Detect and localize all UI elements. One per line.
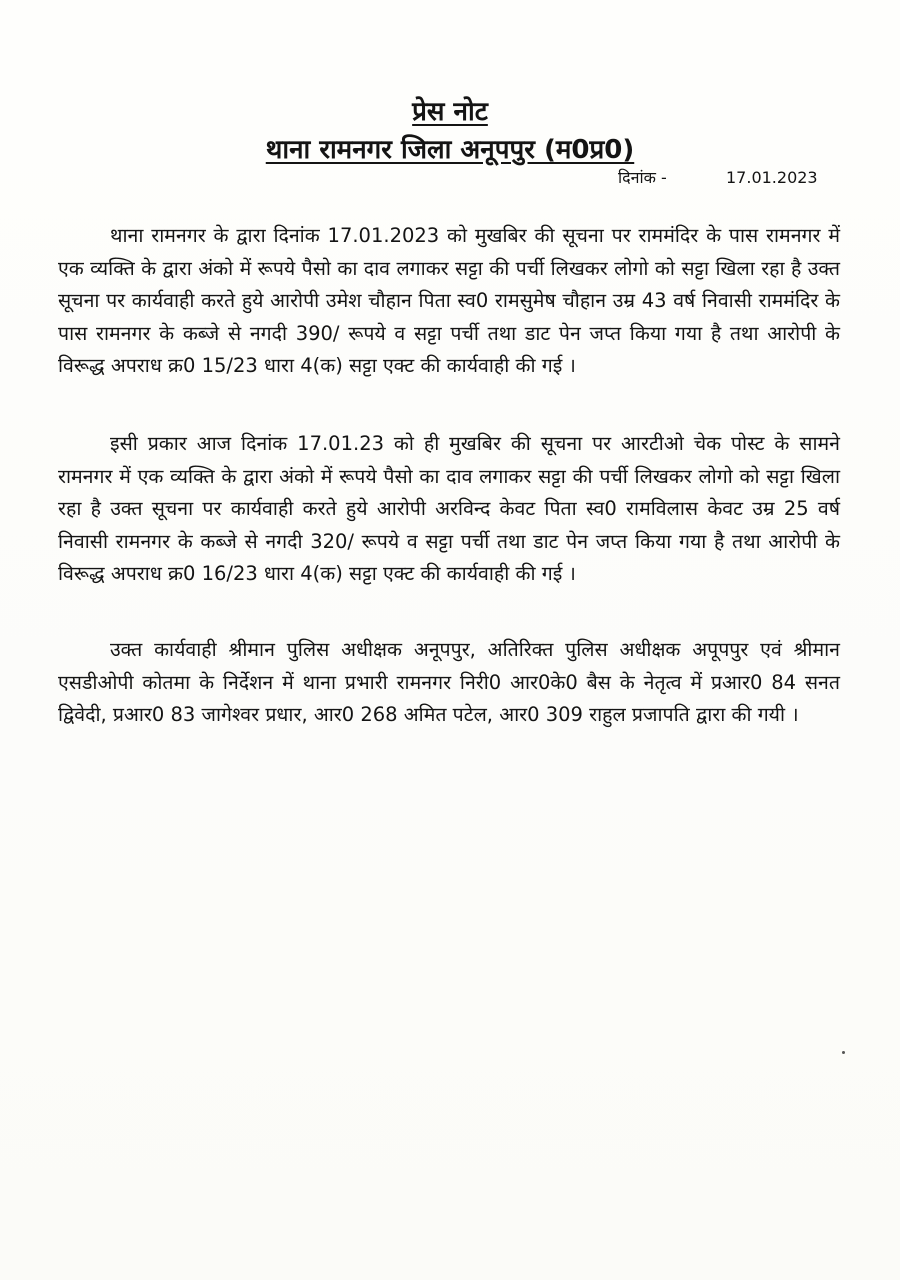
date-value: 17.01.2023 bbox=[726, 168, 818, 187]
document-title: प्रेस नोट bbox=[412, 97, 488, 127]
paragraph-first-case: थाना रामनगर के द्वारा दिनांक 17.01.2023 को मुखबिर की सूचना पर राममंदिर के पास रामनगर में एक व्यक्ति के द्वारा अंको में रूपये पैसो का दाव लगाकर सट्टा की पर्ची लिखकर लोगो को सट्टा खिला रहा है उक्त सूचना पर कार्यवाही करते हुये आरोपी उमेश चौहान पिता स्व0 रामसुमेष चौहान उम्र 43 वर्ष निवासी राममंदिर के पास रामनगर के कब्जे से नगदी 390/ रूपये व सट्टा पर्ची तथा डाट पेन जप्त किया गया है तथा आरोपी के विरूद्ध अपराध क्र0 15/23 धारा 4(क) सट्टा एक्ट की कार्यवाही की गई । bbox=[58, 224, 840, 377]
paragraph-team-credit: उक्त कार्यवाही श्रीमान पुलिस अधीक्षक अनूपपुर, अतिरिक्त पुलिस अधीक्षक अपूपपुर एवं श्रीमान एसडीओपी कोतमा के निर्देशन में थाना प्रभारी रामनगर निरी0 आर0के0 बैस के नेतृत्व में प्रआर0 84 सनत द्विवेदी, प्रआर0 83 जागेश्वर प्रधार, आर0 268 अमित पटेल, आर0 309 राहुल प्रजापति द्वारा की गयी । bbox=[58, 638, 840, 726]
document-subtitle: थाना रामनगर जिला अनूपपुर (म0प्र0) bbox=[265, 135, 635, 165]
date-line bbox=[618, 166, 818, 188]
paragraph-second-case: इसी प्रकार आज दिनांक 17.01.23 को ही मुखबिर की सूचना पर आरटीओ चेक पोस्ट के सामने रामनगर में एक व्यक्ति के द्वारा अंको में रूपये पैसो का दाव लगाकर सट्टा की पर्ची लिखकर लोगो को सट्टा खिला रहा है उक्त सूचना पर कार्यवाही करते हुये आरोपी अरविन्द केवट पिता स्व0 रामविलास केवट उम्र 25 वर्ष निवासी रामनगर के कब्जे से नगदी 320/ रूपये व सट्टा पर्ची तथा डाट पेन जप्त किया गया है तथा आरोपी के विरूद्ध अपराध क्र0 16/23 धारा 4(क) सट्टा एक्ट की कार्यवाही की गई । bbox=[58, 432, 840, 585]
date-label: दिनांक - bbox=[618, 168, 667, 187]
ink-speck bbox=[842, 1051, 845, 1054]
